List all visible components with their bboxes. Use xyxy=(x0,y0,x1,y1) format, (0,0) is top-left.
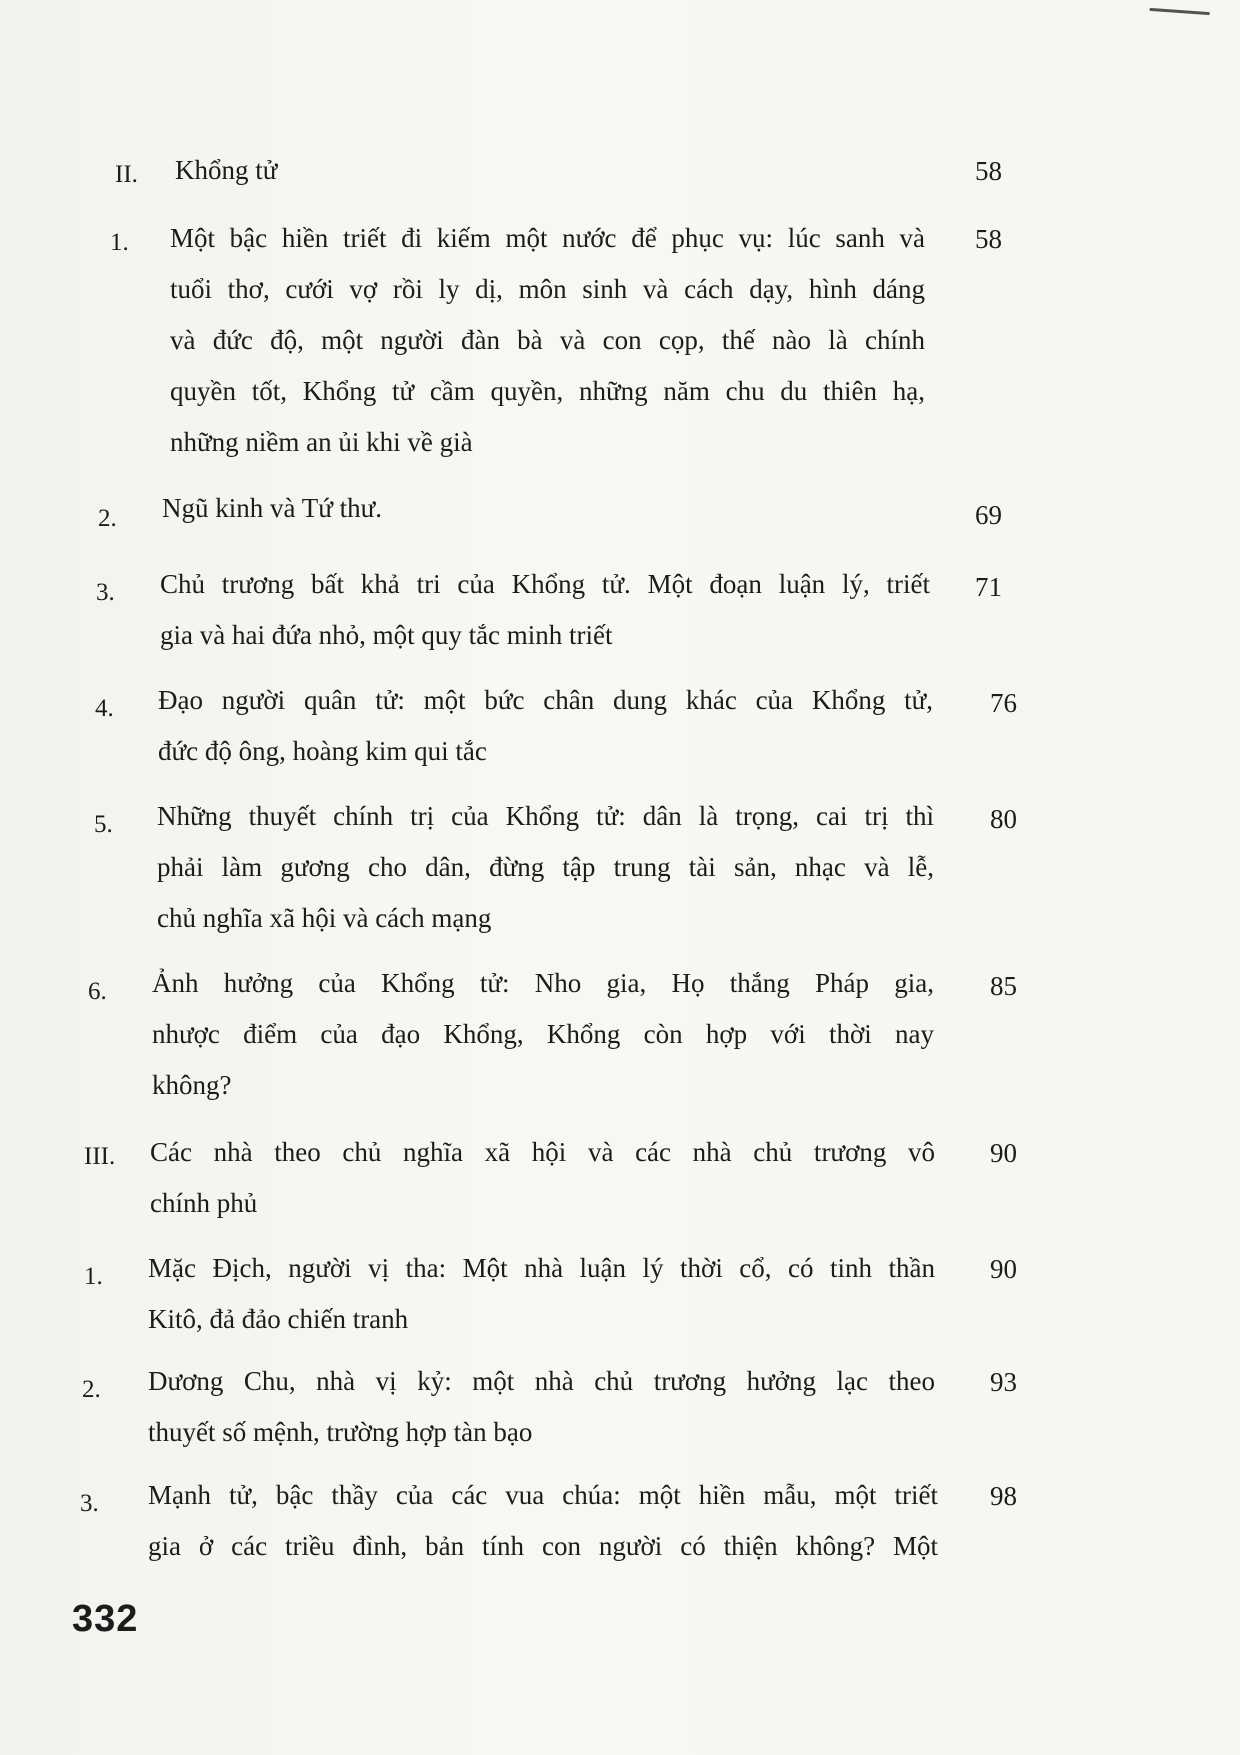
toc-entry-number: III. xyxy=(84,1143,116,1170)
toc-entry-line: Kitô, đả đảo chiến tranh xyxy=(148,1304,409,1334)
toc-entry-page: 98 xyxy=(990,1481,1017,1511)
toc-entry-line: quyền tốt, Khổng tử cầm quyền, những năm chu du thiên hạ, xyxy=(170,376,925,406)
toc-entry-text xyxy=(152,958,934,1111)
toc-entry-line: tuổi thơ, cưới vợ rồi ly dị, môn sinh và cách dạy, hình dáng xyxy=(170,274,925,304)
toc-entry-text xyxy=(162,483,927,534)
toc-entry-text xyxy=(148,1470,938,1572)
toc-entry-line: đức độ ông, hoàng kim qui tắc xyxy=(158,736,487,766)
toc-entry-page: 76 xyxy=(990,688,1017,718)
toc-entry-line: Đạo người quân tử: một bức chân dung khác của Khổng tử, xyxy=(158,685,933,715)
toc-entry-text xyxy=(150,1127,935,1229)
toc-entry-text xyxy=(148,1356,935,1458)
toc-entry-page: 58 xyxy=(975,156,1002,186)
page-number: 332 xyxy=(72,1598,139,1640)
toc-entry-text xyxy=(170,213,925,468)
toc-entry-line: gia ở các triều đình, bản tính con người có thiện không? Một xyxy=(148,1531,938,1561)
toc-entry-page: 90 xyxy=(990,1138,1017,1168)
toc-entry-page: 71 xyxy=(975,572,1002,602)
toc-entry-number: 1. xyxy=(84,1263,103,1290)
toc-entry-line: những niềm an ủi khi về già xyxy=(170,427,473,457)
toc-entry-line: Một bậc hiền triết đi kiếm một nước để phục vụ: lúc sanh và xyxy=(170,223,925,253)
toc-entry-line: Khổng tử xyxy=(175,155,278,185)
toc-entry-page: 69 xyxy=(975,500,1002,530)
toc-entry-text xyxy=(160,559,930,661)
toc-entry-number: 2. xyxy=(98,505,117,532)
toc-entry-number: 6. xyxy=(88,978,107,1005)
toc-entry-line: và đức độ, một người đàn bà và con cọp, thế nào là chính xyxy=(170,325,925,355)
toc-entry-line: Những thuyết chính trị của Khổng tử: dân là trọng, cai trị thì xyxy=(157,801,934,831)
toc-entry-line: Chủ trương bất khả tri của Khổng tử. Một đoạn luận lý, triết xyxy=(160,569,930,599)
toc-entry-page: 58 xyxy=(975,224,1002,254)
toc-entry-line: Ảnh hưởng của Khổng tử: Nho gia, Họ thắng Pháp gia, xyxy=(152,968,934,998)
toc-entry-number: 1. xyxy=(110,229,129,256)
toc-entry-line: Dương Chu, nhà vị kỷ: một nhà chủ trương hưởng lạc theo xyxy=(148,1366,935,1396)
toc-entry-number: II. xyxy=(115,161,138,188)
toc-entry-line: Mặc Địch, người vị tha: Một nhà luận lý thời cổ, có tinh thần xyxy=(148,1253,935,1283)
toc-entry-number: 5. xyxy=(94,811,113,838)
toc-entry-line: thuyết số mệnh, trường hợp tàn bạo xyxy=(148,1417,533,1447)
toc-entry-number: 3. xyxy=(96,579,115,606)
toc-entry-line: Các nhà theo chủ nghĩa xã hội và các nhà chủ trương vô xyxy=(150,1137,935,1167)
scan-mark xyxy=(1150,0,1211,15)
toc-entry-text xyxy=(158,675,933,777)
toc-entry-line: phải làm gương cho dân, đừng tập trung tài sản, nhạc và lễ, xyxy=(157,852,934,882)
toc-entry-line: Mạnh tử, bậc thầy của các vua chúa: một hiền mẫu, một triết xyxy=(148,1480,938,1510)
toc-entry-line: chủ nghĩa xã hội và cách mạng xyxy=(157,903,492,933)
toc-entry-text xyxy=(175,145,930,196)
toc-entry-line: Ngũ kinh và Tứ thư. xyxy=(162,493,383,523)
toc-entry-number: 3. xyxy=(80,1490,99,1517)
toc-entry-line: chính phủ xyxy=(150,1188,258,1218)
toc-entry-text xyxy=(157,791,934,944)
toc-entry-text xyxy=(148,1243,935,1345)
toc-entry-number: 4. xyxy=(95,695,114,722)
toc-entry-number: 2. xyxy=(82,1376,101,1403)
toc-entry-line: nhược điểm của đạo Khổng, Khổng còn hợp với thời nay xyxy=(152,1019,934,1049)
toc-entry-page: 93 xyxy=(990,1367,1017,1397)
toc-entry-page: 90 xyxy=(990,1254,1017,1284)
toc-entry-line: không? xyxy=(152,1070,232,1100)
toc-entry-page: 80 xyxy=(990,804,1017,834)
toc-entry-page: 85 xyxy=(990,971,1017,1001)
toc-entry-line: gia và hai đứa nhỏ, một quy tắc minh triết xyxy=(160,620,613,650)
